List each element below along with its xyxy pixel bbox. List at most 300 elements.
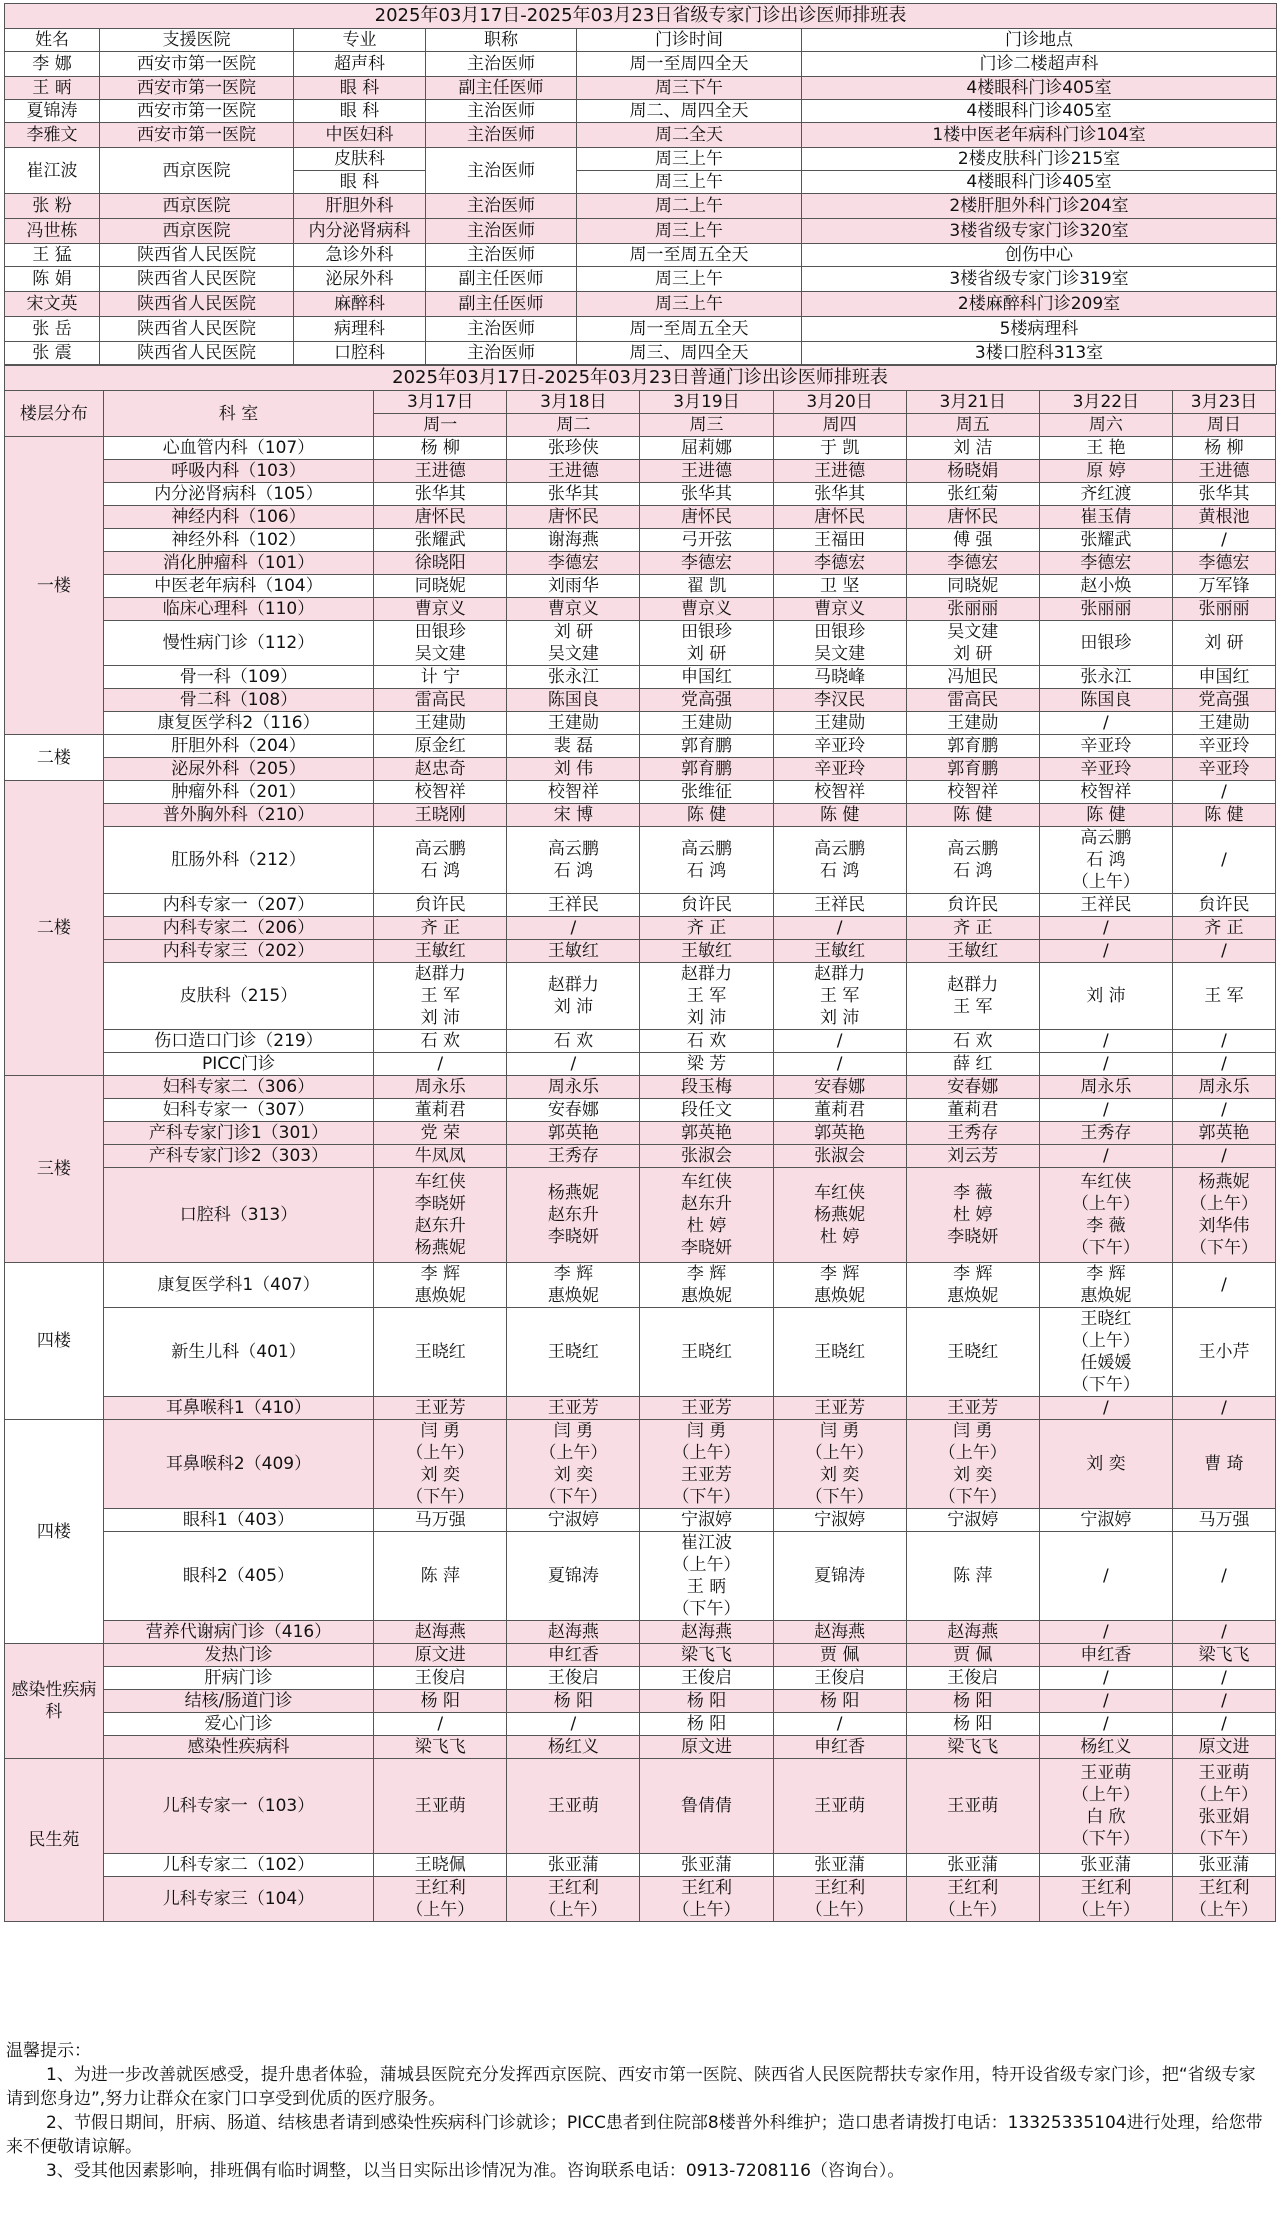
doctor-cell: 申红香	[1039, 1644, 1172, 1667]
doctor-cell: 夏锦涛	[507, 1532, 640, 1621]
doctor-cell: 杨 阳	[906, 1690, 1039, 1713]
doctor-cell: /	[1039, 712, 1172, 735]
doctor-cell: 宁淑婷	[906, 1509, 1039, 1532]
doctor-cell: /	[507, 1053, 640, 1076]
department-name: 耳鼻喉科1（410）	[103, 1397, 373, 1420]
clinic-location: 5楼病理科	[802, 317, 1277, 342]
doctor-cell: 王晓佩	[374, 1854, 507, 1877]
doctor-cell: 杨 阳	[773, 1690, 906, 1713]
doctor-name: 宋文英	[5, 292, 100, 317]
doctor-cell: 梁飞飞	[640, 1644, 773, 1667]
doctor-cell: 董莉君	[374, 1099, 507, 1122]
col-header: 支援医院	[100, 29, 294, 52]
doctor-cell: 王亚萌	[507, 1759, 640, 1854]
doctor-cell: 张华其	[1172, 483, 1275, 506]
doctor-cell: 王祥民	[1039, 894, 1172, 917]
doctor-cell: 李 辉 惠焕妮	[374, 1263, 507, 1308]
doctor-cell: 王亚萌	[374, 1759, 507, 1854]
doctor-cell: 辛亚玲	[773, 758, 906, 781]
specialty: 眼 科	[294, 171, 426, 194]
doctor-cell: 梁 芳	[640, 1053, 773, 1076]
doctor-cell: 张耀武	[1039, 529, 1172, 552]
doctor-cell: /	[1039, 1397, 1172, 1420]
doctor-cell: 牛凤凤	[374, 1145, 507, 1168]
doctor-cell: 梁飞飞	[906, 1736, 1039, 1759]
doctor-cell: 唐怀民	[640, 506, 773, 529]
schedule-row	[5, 963, 1276, 1030]
doctor-cell: 校智祥	[906, 781, 1039, 804]
doctor-cell: 李德宏	[507, 552, 640, 575]
doctor-cell: /	[1172, 781, 1275, 804]
expert-schedule-table	[4, 3, 1277, 365]
notice-item-1: 1、为进一步改善就医感受，提升患者体验，蒲城县医院充分发挥西京医院、西安市第一医院、陕西省人民医院帮扶专家作用，特开设省级专家门诊，把“省级专家请到您身边”,努力让群众在家门口享受到优质的医疗服务。	[6, 2065, 1256, 2109]
doctor-cell: 张丽丽	[906, 598, 1039, 621]
doctor-cell: /	[507, 1713, 640, 1736]
clinic-location: 门诊二楼超声科	[802, 52, 1277, 77]
doctor-cell: 于 凯	[773, 437, 906, 460]
doctor-cell: 王红利 （上午）	[906, 1877, 1039, 1922]
doctor-cell: 谢海燕	[507, 529, 640, 552]
doctor-cell: 张耀武	[374, 529, 507, 552]
doctor-cell: 李 辉 惠焕妮	[1039, 1263, 1172, 1308]
doctor-cell: /	[773, 917, 906, 940]
schedule-row	[5, 1644, 1276, 1667]
doctor-cell: /	[1039, 1713, 1172, 1736]
doctor-cell: 王红利 （上午）	[773, 1877, 906, 1922]
doctor-cell: 王俊启	[507, 1667, 640, 1690]
doctor-cell: 刘 研	[1172, 621, 1275, 666]
doctor-cell: 闫 勇 （上午） 刘 奕 （下午）	[906, 1420, 1039, 1509]
doctor-cell: 杨燕妮 赵东升 李晓妍	[507, 1168, 640, 1263]
department-name: PICC门诊	[103, 1053, 373, 1076]
specialty: 中医妇科	[294, 123, 426, 148]
doctor-cell: 刘 奕	[1039, 1420, 1172, 1509]
clinic-location: 4楼眼科门诊405室	[802, 77, 1277, 100]
doctor-name: 张 岳	[5, 317, 100, 342]
doctor-cell: 宁淑婷	[507, 1509, 640, 1532]
doctor-cell: 石 欢	[906, 1030, 1039, 1053]
doctor-cell: 贠许民	[1172, 894, 1275, 917]
doctor-cell: 田银珍 吴文建	[773, 621, 906, 666]
doctor-cell: 周永乐	[1172, 1076, 1275, 1099]
doctor-cell: 闫 勇 （上午） 刘 奕 （下午）	[773, 1420, 906, 1509]
department-name: 内科专家一（207）	[103, 894, 373, 917]
clinic-time: 周一至周四全天	[577, 52, 802, 77]
doctor-cell: 齐 正	[906, 917, 1039, 940]
clinic-time: 周二、周四全天	[577, 100, 802, 123]
col-header: 专业	[294, 29, 426, 52]
floor-header: 楼层分布	[5, 391, 104, 437]
doctor-cell: 宁淑婷	[640, 1509, 773, 1532]
doctor-cell: 张亚蒲	[640, 1854, 773, 1877]
schedule-row	[5, 1397, 1276, 1420]
doctor-cell: 原文进	[374, 1644, 507, 1667]
doctor-cell: 周永乐	[1039, 1076, 1172, 1099]
doctor-cell: 王俊启	[773, 1667, 906, 1690]
doctor-cell: 王敏红	[507, 940, 640, 963]
doctor-cell: 赵群力 王 军	[906, 963, 1039, 1030]
doctor-cell: 王进德	[1172, 460, 1275, 483]
weekday-header: 周日	[1172, 414, 1275, 437]
doctor-cell: 高云鹏 石 鸿	[507, 827, 640, 894]
doctor-cell: /	[1172, 1397, 1275, 1420]
doctor-cell: 王亚芳	[507, 1397, 640, 1420]
doctor-cell: 辛亚玲	[1172, 735, 1275, 758]
date-header: 3月23日	[1172, 391, 1275, 414]
department-name: 新生儿科（401）	[103, 1308, 373, 1397]
clinic-location: 1楼中医老年病科门诊104室	[802, 123, 1277, 148]
doctor-cell: 田银珍	[1039, 621, 1172, 666]
doctor-cell: 王祥民	[773, 894, 906, 917]
hospital-name: 西安市第一医院	[100, 100, 294, 123]
clinic-time: 周三上午	[577, 148, 802, 171]
department-name: 儿科专家三（104）	[103, 1877, 373, 1922]
doctor-cell: 车红侠 （上午） 李 薇 （下午）	[1039, 1168, 1172, 1263]
schedule-row	[5, 1053, 1276, 1076]
specialty: 急诊外科	[294, 244, 426, 267]
doctor-cell: 赵群力 刘 沛	[507, 963, 640, 1030]
doctor-cell: 高云鹏 石 鸿	[906, 827, 1039, 894]
doctor-cell: 傅 强	[906, 529, 1039, 552]
department-name: 呼吸内科（103）	[103, 460, 373, 483]
doctor-cell: 郭英艳	[640, 1122, 773, 1145]
notice-heading: 温馨提示：	[6, 2041, 91, 2061]
doctor-cell: 刘 洁	[906, 437, 1039, 460]
schedule-row	[5, 1854, 1276, 1877]
expert-row	[5, 123, 1277, 148]
weekday-header: 周四	[773, 414, 906, 437]
doctor-cell: 王亚芳	[374, 1397, 507, 1420]
doctor-cell: 周永乐	[374, 1076, 507, 1099]
clinic-time: 周三、周四全天	[577, 342, 802, 365]
clinic-location: 3楼省级专家门诊320室	[802, 219, 1277, 244]
doctor-cell: 王亚萌	[906, 1759, 1039, 1854]
doctor-cell: 雷高民	[374, 689, 507, 712]
doctor-cell: 辛亚玲	[773, 735, 906, 758]
specialty: 眼 科	[294, 77, 426, 100]
schedule-row	[5, 1532, 1276, 1621]
department-name: 营养代谢病门诊（416）	[103, 1621, 373, 1644]
doctor-cell: 王亚芳	[640, 1397, 773, 1420]
department-name: 肝胆外科（204）	[103, 735, 373, 758]
weekday-header: 周一	[374, 414, 507, 437]
schedule-row	[5, 1736, 1276, 1759]
weekday-header: 周六	[1039, 414, 1172, 437]
doctor-cell: 赵海燕	[773, 1621, 906, 1644]
doctor-cell: 张红菊	[906, 483, 1039, 506]
clinic-time: 周三上午	[577, 171, 802, 194]
doctor-cell: 杨 柳	[1172, 437, 1275, 460]
department-name: 康复医学科2（116）	[103, 712, 373, 735]
doctor-cell: 原文进	[640, 1736, 773, 1759]
expert-row	[5, 267, 1277, 292]
doctor-cell: 张淑会	[773, 1145, 906, 1168]
doctor-cell: 李 薇 杜 婷 李晓妍	[906, 1168, 1039, 1263]
doctor-cell: 张华其	[374, 483, 507, 506]
doctor-cell: 杨燕妮 （上午） 刘华伟 （下午）	[1172, 1168, 1275, 1263]
schedule-row	[5, 1877, 1276, 1922]
date-header: 3月22日	[1039, 391, 1172, 414]
doctor-cell: 王建勋	[374, 712, 507, 735]
schedule-row	[5, 1076, 1276, 1099]
doctor-cell: 郭英艳	[773, 1122, 906, 1145]
doctor-cell: /	[1039, 1621, 1172, 1644]
clinic-time: 周三上午	[577, 219, 802, 244]
doctor-cell: 王建勋	[906, 712, 1039, 735]
floor-label: 四楼	[5, 1420, 104, 1644]
hospital-name: 西京医院	[100, 148, 294, 194]
weekday-header: 周五	[906, 414, 1039, 437]
doctor-cell: 王进德	[374, 460, 507, 483]
expert-header-row	[5, 29, 1277, 52]
doctor-cell: /	[1172, 1621, 1275, 1644]
doctor-cell: 曹京义	[507, 598, 640, 621]
doctor-cell: 王建勋	[773, 712, 906, 735]
doctor-cell: 车红侠 赵东升 杜 婷 李晓妍	[640, 1168, 773, 1263]
department-name: 骨二科（108）	[103, 689, 373, 712]
doctor-cell: 杨 阳	[640, 1690, 773, 1713]
clinic-location: 3楼省级专家门诊319室	[802, 267, 1277, 292]
doctor-cell: 王亚芳	[773, 1397, 906, 1420]
schedule-row	[5, 689, 1276, 712]
doctor-cell: 张淑会	[640, 1145, 773, 1168]
specialty: 内分泌肾病科	[294, 219, 426, 244]
clinic-time: 周一至周五全天	[577, 244, 802, 267]
doctor-cell: 王晓红	[773, 1308, 906, 1397]
doctor-cell: 陈 萍	[906, 1532, 1039, 1621]
doctor-cell: 辛亚玲	[1039, 758, 1172, 781]
department-name: 感染性疾病科	[103, 1736, 373, 1759]
schedule-row	[5, 1690, 1276, 1713]
doctor-cell: 曹京义	[773, 598, 906, 621]
doctor-cell: 王敏红	[773, 940, 906, 963]
doctor-name: 冯世栋	[5, 219, 100, 244]
doctor-cell: 贠许民	[374, 894, 507, 917]
job-title: 主治医师	[426, 244, 577, 267]
weekday-header: 周二	[507, 414, 640, 437]
weekday-header: 周三	[640, 414, 773, 437]
doctor-cell: 王晓红 （上午） 任媛媛 （下午）	[1039, 1308, 1172, 1397]
department-name: 消化肿瘤科（101）	[103, 552, 373, 575]
doctor-name: 李雅文	[5, 123, 100, 148]
department-name: 妇科专家二（306）	[103, 1076, 373, 1099]
doctor-cell: 梁飞飞	[1172, 1644, 1275, 1667]
doctor-cell: 原 婷	[1039, 460, 1172, 483]
doctor-cell: 王秀存	[1039, 1122, 1172, 1145]
doctor-cell: 王晓红	[507, 1308, 640, 1397]
schedule-row	[5, 621, 1276, 666]
doctor-name: 李 娜	[5, 52, 100, 77]
doctor-cell: 李汉民	[773, 689, 906, 712]
doctor-cell: /	[374, 1713, 507, 1736]
doctor-cell: 申国红	[640, 666, 773, 689]
schedule-row	[5, 894, 1276, 917]
job-title: 主治医师	[426, 342, 577, 365]
doctor-cell: 王晓红	[374, 1308, 507, 1397]
doctor-cell: /	[773, 1713, 906, 1736]
doctor-cell: 马晓峰	[773, 666, 906, 689]
schedule-row	[5, 1713, 1276, 1736]
hospital-name: 陕西省人民医院	[100, 292, 294, 317]
specialty: 超声科	[294, 52, 426, 77]
schedule-row	[5, 917, 1276, 940]
department-name: 康复医学科1（407）	[103, 1263, 373, 1308]
job-title: 副主任医师	[426, 267, 577, 292]
doctor-cell: 屈莉娜	[640, 437, 773, 460]
department-name: 妇科专家一（307）	[103, 1099, 373, 1122]
doctor-cell: 齐 正	[374, 917, 507, 940]
doctor-cell: 唐怀民	[507, 506, 640, 529]
doctor-cell: 安春娜	[773, 1076, 906, 1099]
doctor-cell: 唐怀民	[374, 506, 507, 529]
doctor-cell: /	[1172, 1667, 1275, 1690]
doctor-name: 崔江波	[5, 148, 100, 194]
doctor-cell: 计 宁	[374, 666, 507, 689]
schedule-row	[5, 1509, 1276, 1532]
doctor-cell: /	[1039, 1053, 1172, 1076]
hospital-name: 陕西省人民医院	[100, 267, 294, 292]
doctor-cell: 徐晓阳	[374, 552, 507, 575]
job-title: 主治医师	[426, 148, 577, 194]
doctor-cell: /	[1172, 1690, 1275, 1713]
department-name: 爱心门诊	[103, 1713, 373, 1736]
doctor-cell: 王红利 （上午）	[1172, 1877, 1275, 1922]
doctor-cell: 杨晓娟	[906, 460, 1039, 483]
doctor-cell: 校智祥	[773, 781, 906, 804]
floor-label: 三楼	[5, 1076, 104, 1263]
doctor-cell: 张亚蒲	[1039, 1854, 1172, 1877]
doctor-cell: 李德宏	[906, 552, 1039, 575]
doctor-cell: 辛亚玲	[1039, 735, 1172, 758]
doctor-cell: 赵海燕	[640, 1621, 773, 1644]
department-name: 肿瘤外科（201）	[103, 781, 373, 804]
date-header: 3月21日	[906, 391, 1039, 414]
doctor-cell: 王红利 （上午）	[374, 1877, 507, 1922]
department-name: 心血管内科（107）	[103, 437, 373, 460]
specialty: 眼 科	[294, 100, 426, 123]
notice-item-2: 2、节假日期间，肝病、肠道、结核患者请到感染性疾病科门诊就诊；PICC患者到住院部8楼普外科维护；造口患者请拨打电话：13325335104进行处理，给您带来不便敬请谅解。	[6, 2113, 1263, 2157]
date-header: 3月19日	[640, 391, 773, 414]
department-name: 肛肠外科（212）	[103, 827, 373, 894]
schedule-row	[5, 1168, 1276, 1263]
doctor-cell: 唐怀民	[773, 506, 906, 529]
doctor-cell: 赵群力 王 军 刘 沛	[773, 963, 906, 1030]
doctor-cell: 贠许民	[640, 894, 773, 917]
doctor-cell: 翟 凯	[640, 575, 773, 598]
doctor-cell: /	[1172, 1145, 1275, 1168]
schedule-row	[5, 552, 1276, 575]
schedule-row	[5, 483, 1276, 506]
date-header: 3月20日	[773, 391, 906, 414]
department-name: 内分泌肾病科（105）	[103, 483, 373, 506]
doctor-cell: 郭英艳	[1172, 1122, 1275, 1145]
doctor-cell: 王福田	[773, 529, 906, 552]
clinic-time: 周三下午	[577, 77, 802, 100]
doctor-cell: 刘云芳	[906, 1145, 1039, 1168]
doctor-cell: 宋 博	[507, 804, 640, 827]
clinic-location: 4楼眼科门诊405室	[802, 100, 1277, 123]
hospital-name: 西安市第一医院	[100, 77, 294, 100]
department-name: 内科专家三（202）	[103, 940, 373, 963]
schedule-row	[5, 1308, 1276, 1397]
schedule-row	[5, 1667, 1276, 1690]
doctor-cell: 王敏红	[906, 940, 1039, 963]
expert-row	[5, 148, 1277, 171]
department-name: 内科专家二（206）	[103, 917, 373, 940]
floor-label: 民生苑	[5, 1759, 104, 1922]
doctor-cell: 宁淑婷	[1039, 1509, 1172, 1532]
expert-row	[5, 100, 1277, 123]
job-title: 主治医师	[426, 123, 577, 148]
doctor-cell: /	[1039, 1030, 1172, 1053]
doctor-cell: 校智祥	[507, 781, 640, 804]
doctor-cell: /	[1172, 827, 1275, 894]
job-title: 主治医师	[426, 317, 577, 342]
clinic-time: 周三上午	[577, 292, 802, 317]
doctor-cell: 王建勋	[507, 712, 640, 735]
doctor-cell: 鲁倩倩	[640, 1759, 773, 1854]
doctor-cell: 陈国良	[507, 689, 640, 712]
col-header: 门诊地点	[802, 29, 1277, 52]
hospital-name: 陕西省人民医院	[100, 317, 294, 342]
doctor-cell: 张亚蒲	[1172, 1854, 1275, 1877]
department-name: 发热门诊	[103, 1644, 373, 1667]
schedule-row	[5, 1099, 1276, 1122]
floor-label: 四楼	[5, 1263, 104, 1420]
doctor-cell: 万军锋	[1172, 575, 1275, 598]
department-name: 口腔科（313）	[103, 1168, 373, 1263]
doctor-cell: 夏锦涛	[773, 1532, 906, 1621]
doctor-cell: 党高强	[1172, 689, 1275, 712]
doctor-cell: 王进德	[507, 460, 640, 483]
department-name: 产科专家门诊2（303）	[103, 1145, 373, 1168]
schedule-row	[5, 827, 1276, 894]
department-name: 泌尿外科（205）	[103, 758, 373, 781]
doctor-cell: 王亚萌	[773, 1759, 906, 1854]
doctor-cell: 高云鹏 石 鸿 （上午）	[1039, 827, 1172, 894]
doctor-cell: 党高强	[640, 689, 773, 712]
doctor-cell: 陈 健	[640, 804, 773, 827]
doctor-cell: 李德宏	[1172, 552, 1275, 575]
doctor-cell: 李 辉 惠焕妮	[507, 1263, 640, 1308]
doctor-cell: 王秀存	[906, 1122, 1039, 1145]
doctor-cell: 陈 健	[773, 804, 906, 827]
schedule-row	[5, 940, 1276, 963]
schedule-row	[5, 460, 1276, 483]
doctor-cell: /	[1172, 529, 1275, 552]
doctor-cell: 陈 健	[1039, 804, 1172, 827]
schedule-row	[5, 758, 1276, 781]
notice-section	[6, 2039, 1272, 2183]
schedule-row	[5, 529, 1276, 552]
doctor-cell: 薛 红	[906, 1053, 1039, 1076]
doctor-cell: 贾 佩	[906, 1644, 1039, 1667]
schedule-row	[5, 804, 1276, 827]
doctor-cell: 唐怀民	[906, 506, 1039, 529]
doctor-cell: 杨红义	[1039, 1736, 1172, 1759]
doctor-cell: 齐 正	[1172, 917, 1275, 940]
doctor-cell: 王亚芳	[906, 1397, 1039, 1420]
department-name: 儿科专家一（103）	[103, 1759, 373, 1854]
doctor-cell: 安春娜	[906, 1076, 1039, 1099]
doctor-cell: 赵群力 王 军 刘 沛	[374, 963, 507, 1030]
expert-row	[5, 244, 1277, 267]
clinic-time: 周二上午	[577, 194, 802, 219]
doctor-cell: 王红利 （上午）	[1039, 1877, 1172, 1922]
doctor-cell: 郭育鹏	[906, 758, 1039, 781]
doctor-cell: 辛亚玲	[1172, 758, 1275, 781]
clinic-location: 3楼口腔科313室	[802, 342, 1277, 365]
